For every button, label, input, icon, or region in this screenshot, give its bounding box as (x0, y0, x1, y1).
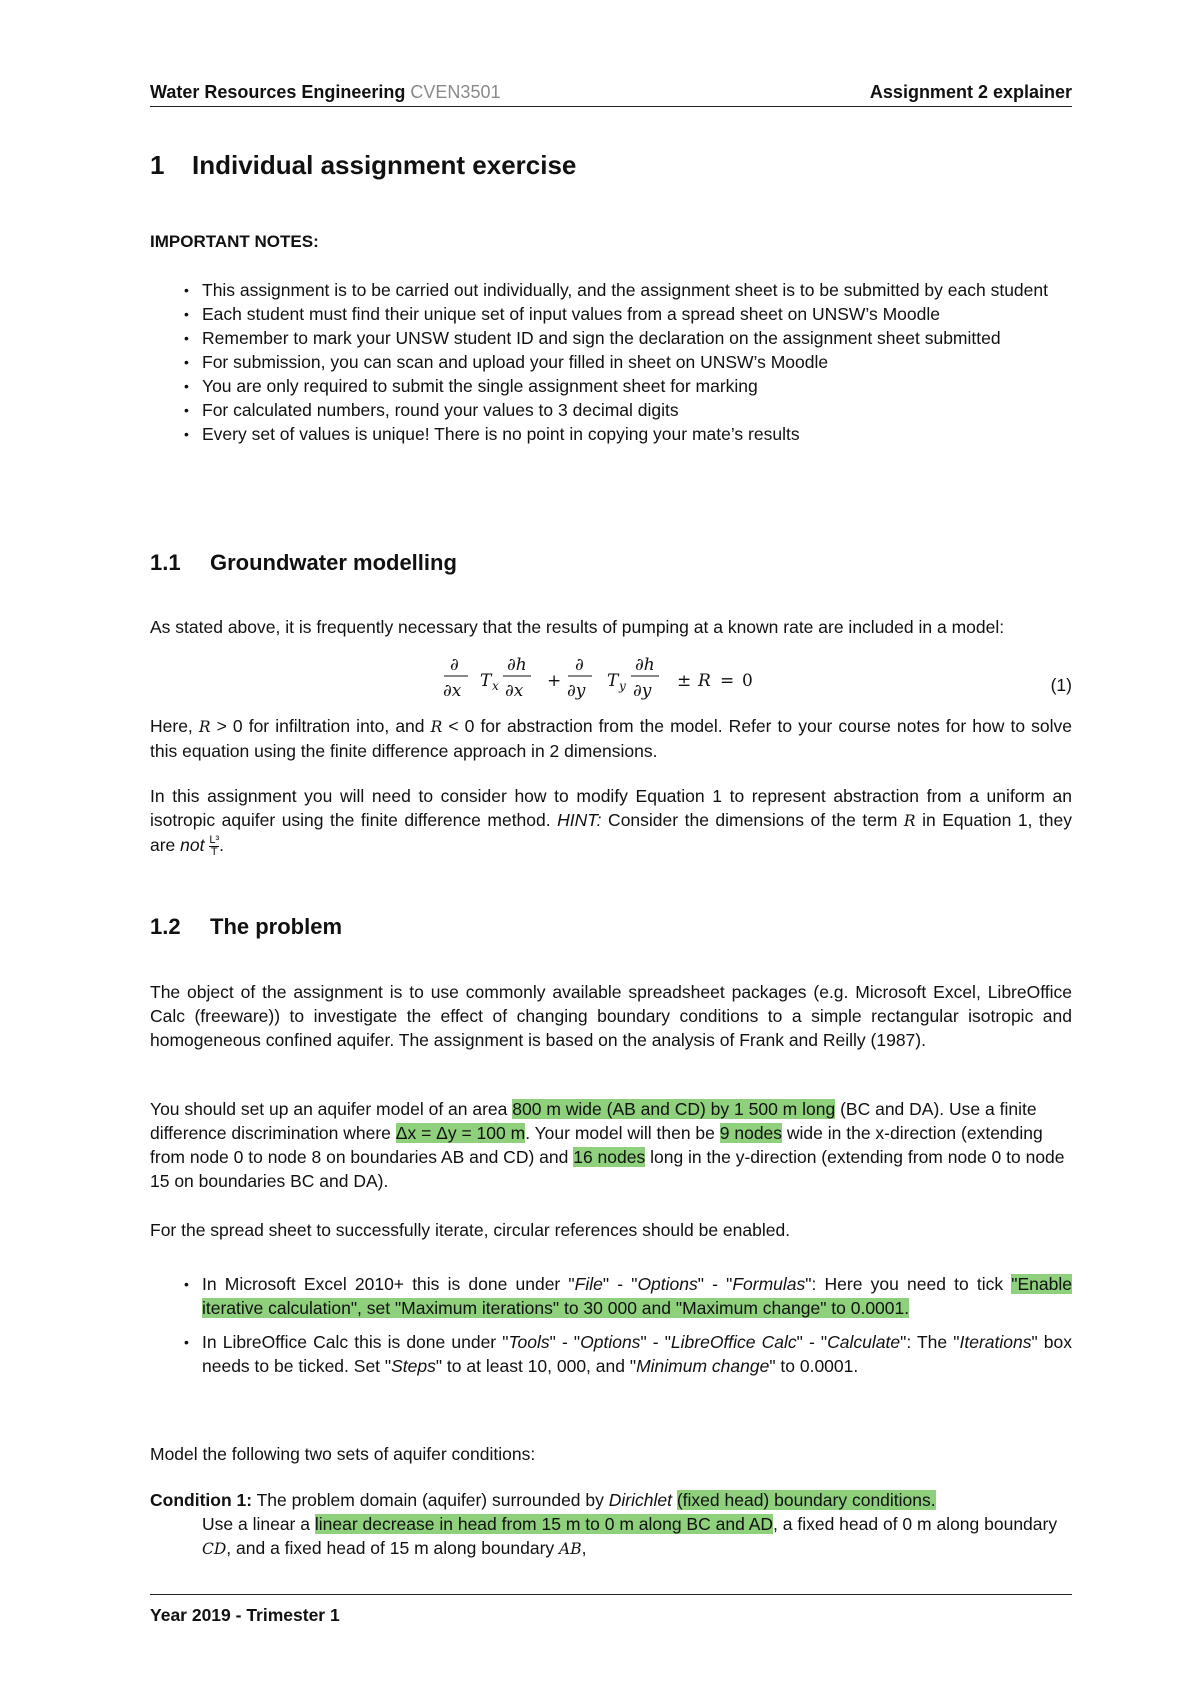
svg-text:=: = (720, 671, 735, 691)
svg-text:∂y: ∂y (633, 681, 652, 701)
settings-list (184, 1272, 1072, 1388)
page-header (150, 80, 1072, 107)
list-item: • Every set of values is unique! There is no point in copying your mate’s results (184, 422, 1072, 446)
svg-text:∂h: ∂h (507, 655, 527, 675)
highlight-area-dimensions: 800 m wide (AB and CD) by 1 500 m long (512, 1099, 836, 1119)
list-item-excel: • In Microsoft Excel 2010+ this is done under "File" - "Options" - "Formulas": Here you need to tick "Enable iterative calculation", set "Maximum iterations" to 30 000 and "Maximum change" to 0.0001. (184, 1272, 1072, 1320)
svg-text:∂y: ∂y (567, 681, 586, 701)
header-title-group (150, 82, 500, 103)
svg-text:T: T (607, 671, 619, 691)
equation-number: (1) (1050, 675, 1072, 695)
list-item: • For submission, you can scan and upload your filled in sheet on UNSW’s Moodle (184, 350, 1072, 374)
list-item: • Each student must find their unique set of input values from a spread sheet on UNSW’s Moodle (184, 302, 1072, 326)
svg-text:T: T (480, 671, 492, 691)
document-page (150, 0, 1072, 1696)
condition-1-label: Condition 1: (150, 1490, 253, 1510)
highlight-boundary-conditions: (fixed head) boundary conditions. (676, 1490, 936, 1510)
dimension-fraction: $\frac{\text{L³}}{T}$ (209, 833, 220, 858)
section-1-heading: 1 Individual assignment exercise (150, 150, 577, 180)
problem-paragraph-3: For the spread sheet to successfully iterate, circular references should be enabled. (150, 1220, 791, 1240)
svg-text:y: y (619, 679, 626, 693)
list-item-libreoffice: • In LibreOffice Calc this is done under "Tools" - "Options" - "LibreOffice Calc" - "Calculate": The "Iterations" box needs to be ticked. Set "Steps" to at least 10, 000, and "Minimum change" to 0.0001. (184, 1330, 1072, 1378)
groundwater-paragraph-1: As stated above, it is frequently necessary that the results of pumping at a known rate are included in a model: (150, 617, 1005, 637)
problem-paragraph-2: You should set up an aquifer model of an area 800 m wide (AB and CD) by 1 500 m long (BC and DA). Use a finite difference discrimination where Δx = Δy = 100 m. Your model will then be 9 nodes wide in the x-direction (extending from node 0 to node 8 on boundaries AB and CD) and 16 nodes long in the y-direction (extending from node 0 to node 15 on boundaries BC and DA). (150, 1099, 1065, 1191)
svg-text:∂: ∂ (575, 655, 584, 675)
svg-text:±: ± (677, 671, 692, 691)
condition-1: Condition 1: The problem domain (aquifer) surrounded by Dirichlet (fixed head) boundary conditions. Use a linear a linear decrease in head from 15 m to 0 m along BC and AD, a fixed head of 0 m along boundary CD, and a fixed head of 15 m along boundary AB, (150, 1488, 1072, 1561)
svg-text:∂h: ∂h (635, 655, 655, 675)
svg-text:R: R (698, 671, 711, 691)
groundwater-paragraph-3: In this assignment you will need to consider how to modify Equation 1 to represent abstraction from a uniform an isotropic aquifer using the finite difference method. HINT: Consider the dimensions of the term R in Equation 1, they are not $\frac{\text{L³}}{T}$ . (150, 786, 1073, 858)
equation-svg (150, 652, 1072, 708)
highlight-y-nodes: 16 nodes (573, 1147, 646, 1167)
highlight-grid-spacing: Δx = Δy = 100 m (395, 1123, 526, 1143)
highlight-x-nodes: 9 nodes (719, 1123, 783, 1143)
section-1-1-heading: 1.1 Groundwater modelling (150, 550, 457, 575)
list-item: • Remember to mark your UNSW student ID and sign the declaration on the assignment sheet submitted (184, 326, 1072, 350)
highlight-linear-decrease: linear decrease in head from 15 m to 0 m along BC and AD (314, 1514, 774, 1534)
course-code: CVEN3501 (410, 82, 501, 102)
svg-text:+: + (547, 671, 562, 691)
svg-text:∂x: ∂x (505, 681, 524, 701)
condition-1-detail: Use a linear a linear decrease in head from 15 m to 0 m along BC and AD, a fixed head of 0 m along boundary CD, and a fixed head of 15 m along boundary AB, (202, 1514, 1058, 1558)
problem-paragraph-4: Model the following two sets of aquifer conditions: (150, 1444, 536, 1464)
svg-text:∂: ∂ (450, 655, 459, 675)
equation-1 (150, 652, 1072, 704)
list-item: • For calculated numbers, round your values to 3 decimal digits (184, 398, 1072, 422)
svg-text:x: x (492, 679, 499, 693)
page-footer: Year 2019 - Trimester 1 (150, 1594, 1072, 1626)
important-notes-heading: IMPORTANT NOTES: (150, 232, 319, 251)
header-title: Water Resources Engineering (150, 82, 406, 102)
svg-text:∂x: ∂x (443, 681, 462, 701)
groundwater-paragraph-2: Here, R > 0 for infiltration into, and R < 0 for abstraction from the model. Refer to your course notes for how to solve this equation using the finite difference approach in 2 dimensions. (150, 716, 1072, 761)
header-right: Assignment 2 explainer (869, 82, 1072, 102)
highlight-excel-settings: "Enable iterative calculation", set "Maximum iterations" to 30 000 and "Maximum change" to 0.0001. (202, 1274, 1072, 1318)
svg-text:0: 0 (742, 671, 753, 691)
list-item: • You are only required to submit the single assignment sheet for marking (184, 374, 1072, 398)
notes-list (184, 278, 1072, 446)
section-1-2-heading: 1.2 The problem (150, 914, 343, 939)
list-item: • This assignment is to be carried out individually, and the assignment sheet is to be submitted by each student (184, 278, 1072, 302)
problem-paragraph-1: The object of the assignment is to use commonly available spreadsheet packages (e.g. Microsoft Excel, LibreOffice Calc (freeware)) to investigate the effect of changing boundary conditions to a simple rectangular isotropic and homogeneous confined aquifer. The assignment is based on the analysis of Frank and Reilly (1987). (150, 982, 1072, 1050)
